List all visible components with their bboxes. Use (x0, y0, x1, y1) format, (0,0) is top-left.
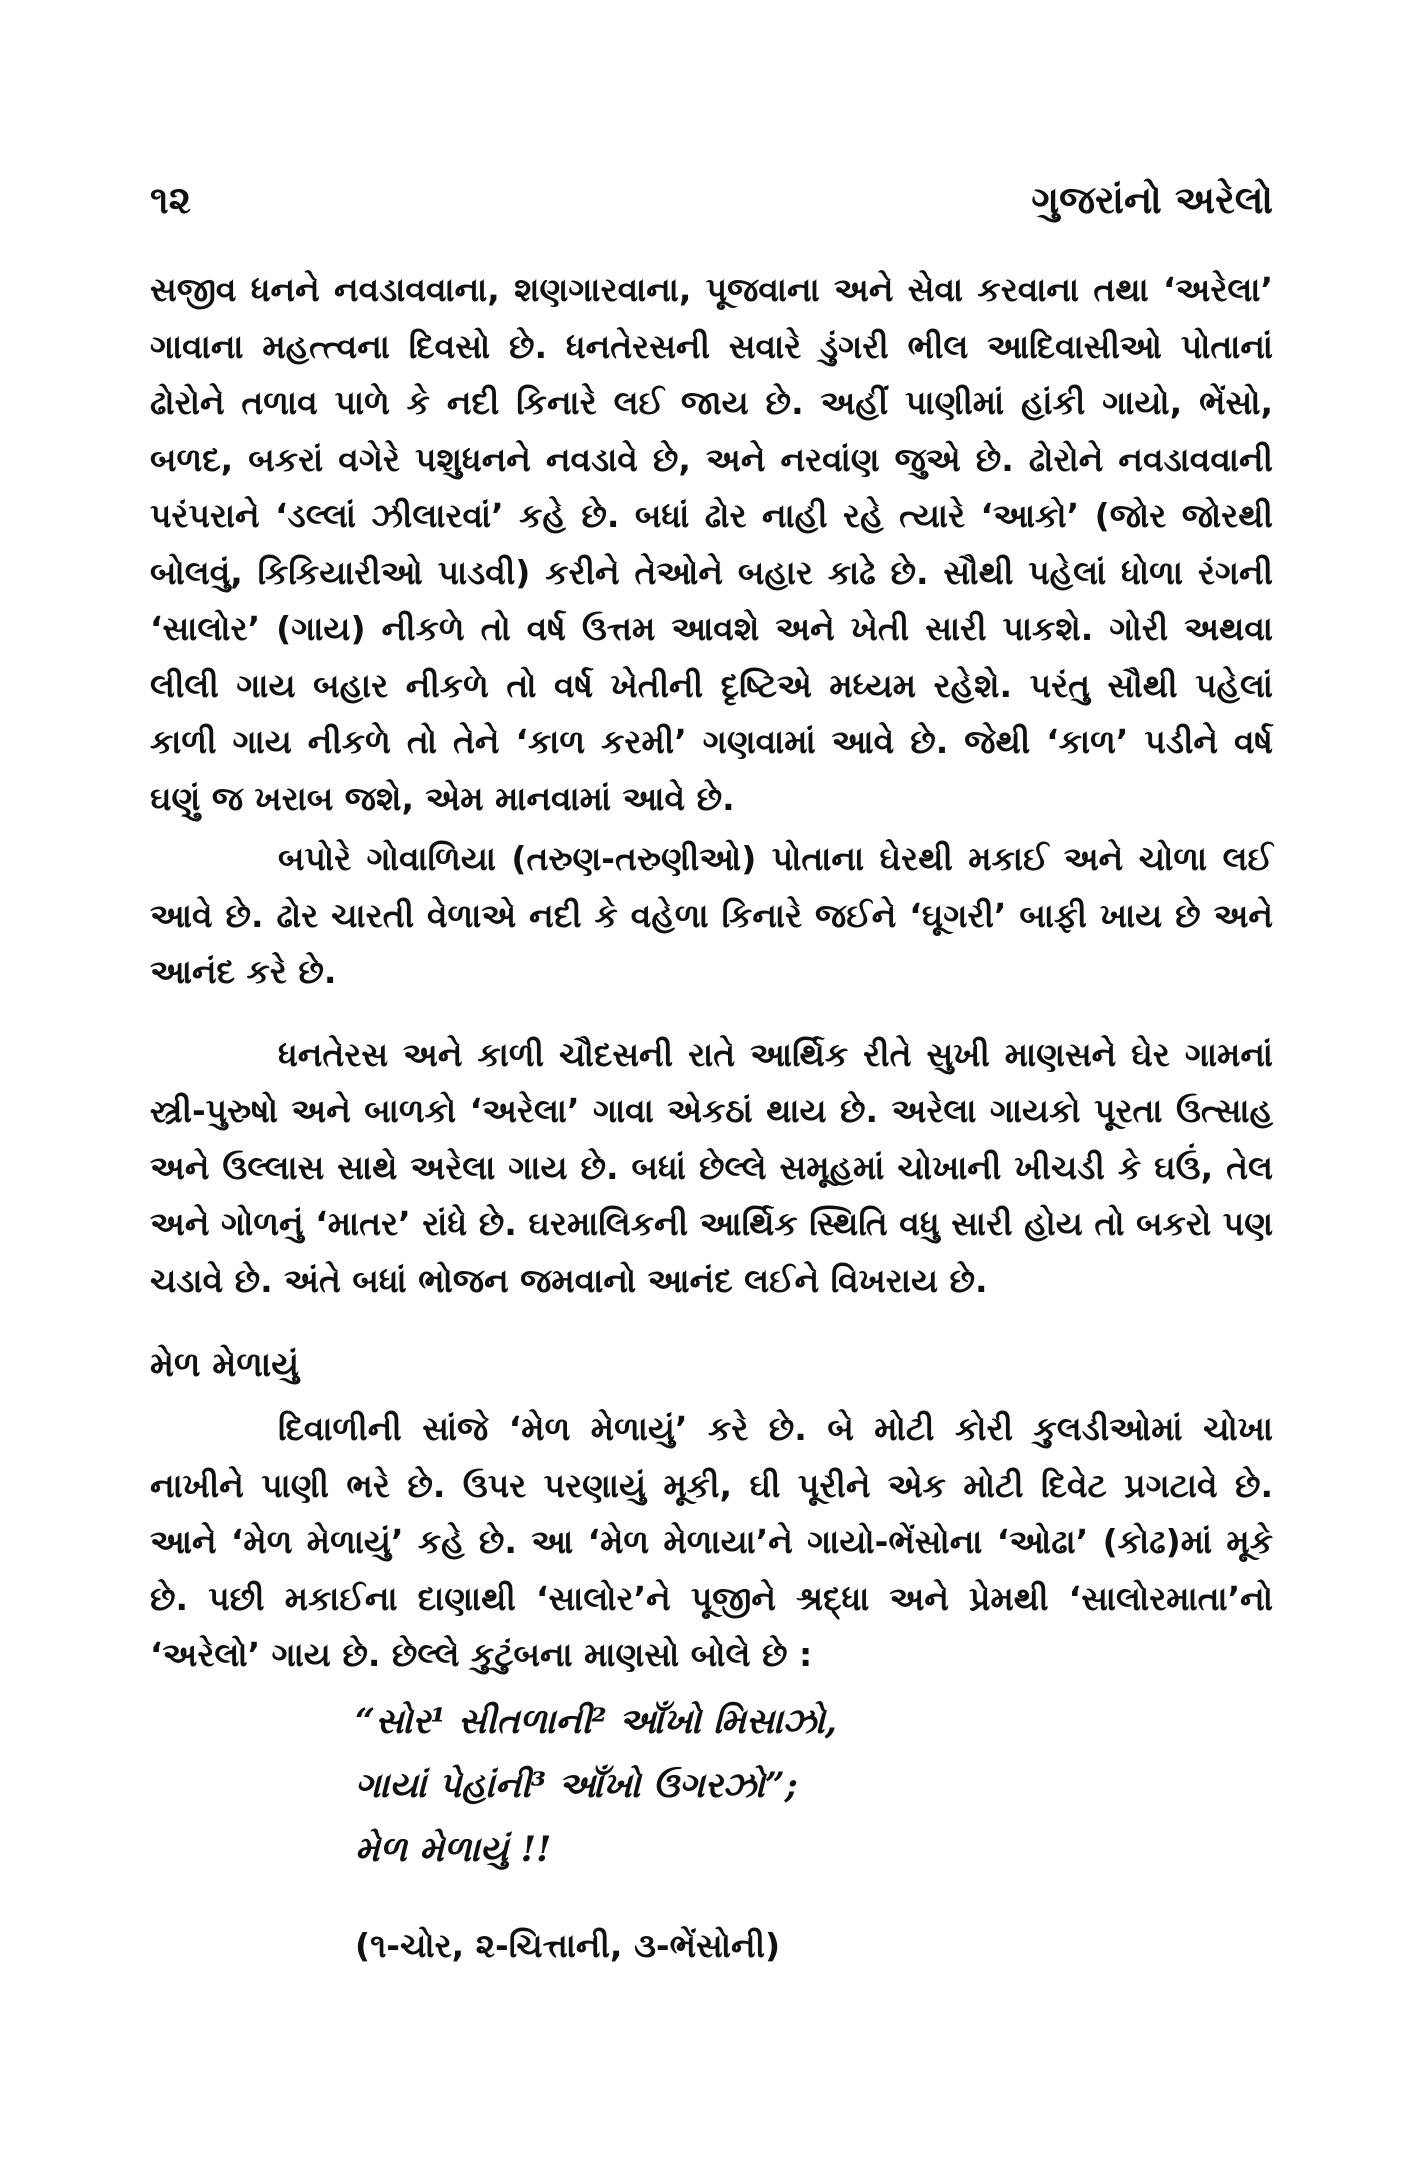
page-number: ૧૨ (150, 178, 191, 222)
page-header (150, 178, 1273, 238)
footnote: (૧-ચોર, ૨-ચિત્તાની, ૩-ભેંસોની) (355, 1925, 781, 1965)
verse-line-3: મેળ મેળાયું !! (355, 1828, 552, 1870)
verse-line-1: “સોર¹ સીતળાની² આઁખો મિસાઝો, (355, 1700, 837, 1742)
page-body (150, 262, 1273, 1966)
section-heading: મેળ મેળાયું (150, 1345, 300, 1385)
section-paragraph: દિવાળીની સાંજે ‘મેળ મેળાયું’ કરે છે. બે મોટી કોરી કુલડીઓમાં ચોખા નાખીને પાણી ભરે છે. ઉપર પરણાયું મૂકી, ઘી પૂરીને એક મોટી દિવેટ પ્રગટાવે છે. આને ‘મેળ મેળાયું’ કહે છે. આ ‘મેળ મેળાયા’ને ગાયો-ભેંસોના ‘ઓઢા’ (કોઢ)માં મૂકે છે. પછી મકાઈના દાણાથી ‘સાલોર’ને પૂજીને શ્રદ્ધા અને પ્રેમથી ‘સાલોરમાતા’નો ‘અરેલો’ ગાય છે. છેલ્લે કુટુંબના માણસો બોલે છે : (150, 1409, 1273, 1674)
verse-line-2: ગાયાં પેહાંની³ આઁખો ઉગરઝો”; (355, 1764, 798, 1806)
verse-block (355, 1690, 1273, 1882)
paragraph-1: સજીવ ધનને નવડાવવાના, શણગારવાના, પૂજવાના અને સેવા કરવાના તથા ‘અરેલા’ ગાવાના મહત્ત્વના દિવસો છે. ધનતેરસની સવારે ડુંગરી ભીલ આદિવાસીઓ પોતાનાં ઢોરોને તળાવ પાળે કે નદી કિનારે લઈ જાય છે. અહીં પાણીમાં હાંકી ગાયો, ભેંસો, બળદ, બકરાં વગેરે પશુધનને નવડાવે છે, અને નરવાંણ જુએ છે. ઢોરોને નવડાવવાની પરંપરાને ‘ડલ્લાં ઝીલારવાં’ કહે છે. બધાં ઢોર નાહી રહે ત્યારે ‘આકો’ (જોર જોરથી બોલવું, કિકિયારીઓ પાડવી) કરીને તેઓને બહાર કાઢે છે. સૌથી પહેલાં ધોળા રંગની ‘સાલોર’ (ગાય) નીકળે તો વર્ષ ઉત્તમ આવશે અને ખેતી સારી પાકશે. ગોરી અથવા લીલી ગાય બહાર નીકળે તો વર્ષ ખેતીની દૃષ્ટિએ મધ્યમ રહેશે. પરંતુ સૌથી પહેલાં કાળી ગાય નીકળે તો તેને ‘કાળ કરમી’ ગણવામાં આવે છે. જેથી ‘કાળ’ પડીને વર્ષ ઘણું જ ખરાબ જશે, એમ માનવામાં આવે છે. (150, 270, 1273, 818)
paragraph-2: બપોરે ગોવાળિયા (તરુણ-તરુણીઓ) પોતાના ઘેરથી મકાઈ અને ચોળા લઈ આવે છે. ઢોર ચારતી વેળાએ નદી કે વહેળા કિનારે જઈને ‘ઘૂગરી’ બાફી ખાય છે અને આનંદ કરે છે. (150, 839, 1273, 991)
running-title: ગુજરાંનો અરેલો (1031, 178, 1273, 222)
paragraph-3: ધનતેરસ અને કાળી ચૌદસની રાતે આર્થિક રીતે સુખી માણસને ઘેર ગામનાં સ્ત્રી-પુરુષો અને બાળકો ‘અરેલા’ ગાવા એકઠાં થાય છે. અરેલા ગાયકો પૂરતા ઉત્સાહ અને ઉલ્લાસ સાથે અરેલા ગાય છે. બધાં છેલ્લે સમૂહમાં ચોખાની ખીચડી કે ઘઉં, તેલ અને ગોળનું ‘માતર’ રાંધે છે. ઘરમાલિકની આર્થિક સ્થિતિ વધુ સારી હોય તો બકરો પણ ચડાવે છે. અંતે બધાં ભોજન જમવાનો આનંદ લઈને વિખરાય છે. (150, 1034, 1273, 1300)
